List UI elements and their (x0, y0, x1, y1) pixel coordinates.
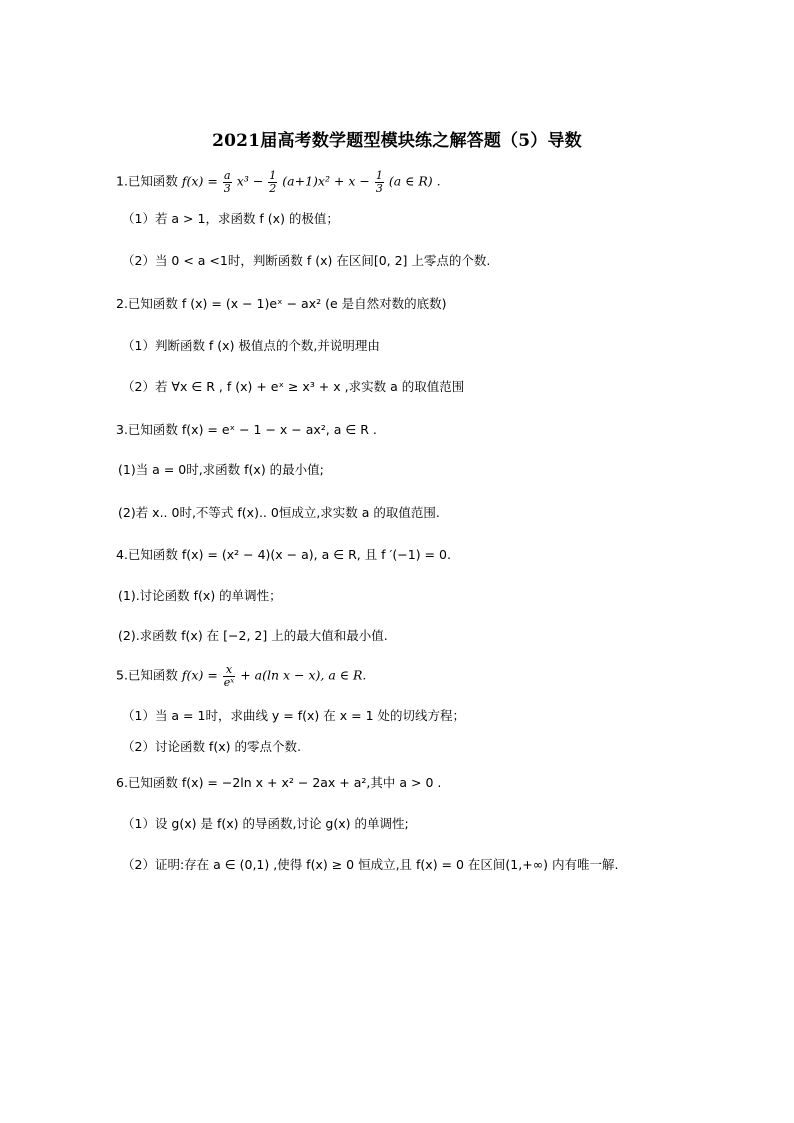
problem-4-stem: 4.已知函数 f(x) = (x² − 4)(x − a), a ∈ R, 且 f ′(−1) = 0. (116, 547, 451, 562)
fraction-a-over-3: $\frac{a}{3}$ (223, 169, 231, 195)
problem-3-question-1: (1)当 a = 0时,求函数 f(x) 的最小值; (118, 462, 324, 477)
problem-5-label: 5.已知函数 (116, 667, 178, 683)
problem-2-question-2: （2）若 ∀x ∈ R , f (x) + eˣ ≥ x³ + x ,求实数 a 的取值范围 (122, 379, 465, 394)
formula-part: f(x) = (181, 173, 218, 189)
problem-6-question-2: （2）证明:存在 a ∈ (0,1) ,使得 f(x) ≥ 0 恒成立,且 f(x) = 0 在区间(1,+∞) 内有唯一解. (122, 857, 619, 872)
problem-5-question-2: （2）讨论函数 f(x) 的零点个数. (122, 739, 301, 754)
problem-1-label: 1.已知函数 (116, 173, 178, 189)
problem-3-question-2: (2)若 x.. 0时,不等式 f(x).. 0恒成立,求实数 a 的取值范围. (118, 505, 440, 520)
formula-part: x³ − (236, 173, 264, 189)
formula-part: (a ∈ R) . (388, 173, 441, 189)
problem-1-question-1: （1）若 a > 1，求函数 f (x) 的极值； (122, 211, 339, 226)
problem-4-question-2: (2).求函数 f(x) 在 [−2, 2] 上的最大值和最小值. (118, 628, 388, 643)
formula-part: (a+1)x² + x − (282, 173, 370, 189)
problem-1-stem (116, 170, 441, 194)
problem-6-question-1: （1）设 g(x) 是 f(x) 的导函数,讨论 g(x) 的单调性; (122, 816, 409, 831)
problem-5-stem (116, 664, 366, 688)
problem-4-question-1: (1).讨论函数 f(x) 的单调性； (118, 588, 282, 603)
problem-2-question-1: （1）判断函数 f (x) 极值点的个数,并说明理由 (122, 338, 380, 353)
problem-3-stem: 3.已知函数 f(x) = eˣ − 1 − x − ax², a ∈ R . (116, 422, 377, 437)
formula-part: f(x) = (181, 667, 218, 683)
fraction-1-over-2: $\frac{1}{2}$ (269, 169, 277, 195)
fraction-x-over-ex: $\frac{x}{\text{eˣ}}$ (223, 663, 235, 689)
problem-5-question-1: （1）当 a = 1时，求曲线 y = f(x) 在 x = 1 处的切线方程； (122, 708, 465, 723)
fraction-1-over-3: $\frac{1}{3}$ (375, 169, 383, 195)
formula-part: + a(ln x − x), a ∈ R. (240, 667, 367, 683)
problem-6-stem: 6.已知函数 f(x) = −2ln x + x² − 2ax + a²,其中 a > 0 . (116, 775, 442, 790)
document-title: 2021届高考数学题型模块练之解答题（5）导数 (212, 131, 582, 151)
problem-1-question-2: （2）当 0 < a <1时，判断函数 f (x) 在区间[0, 2] 上零点的个数. (122, 253, 491, 268)
problem-2-stem: 2.已知函数 f (x) = (x − 1)eˣ − ax² (e 是自然对数的底数) (116, 296, 447, 311)
